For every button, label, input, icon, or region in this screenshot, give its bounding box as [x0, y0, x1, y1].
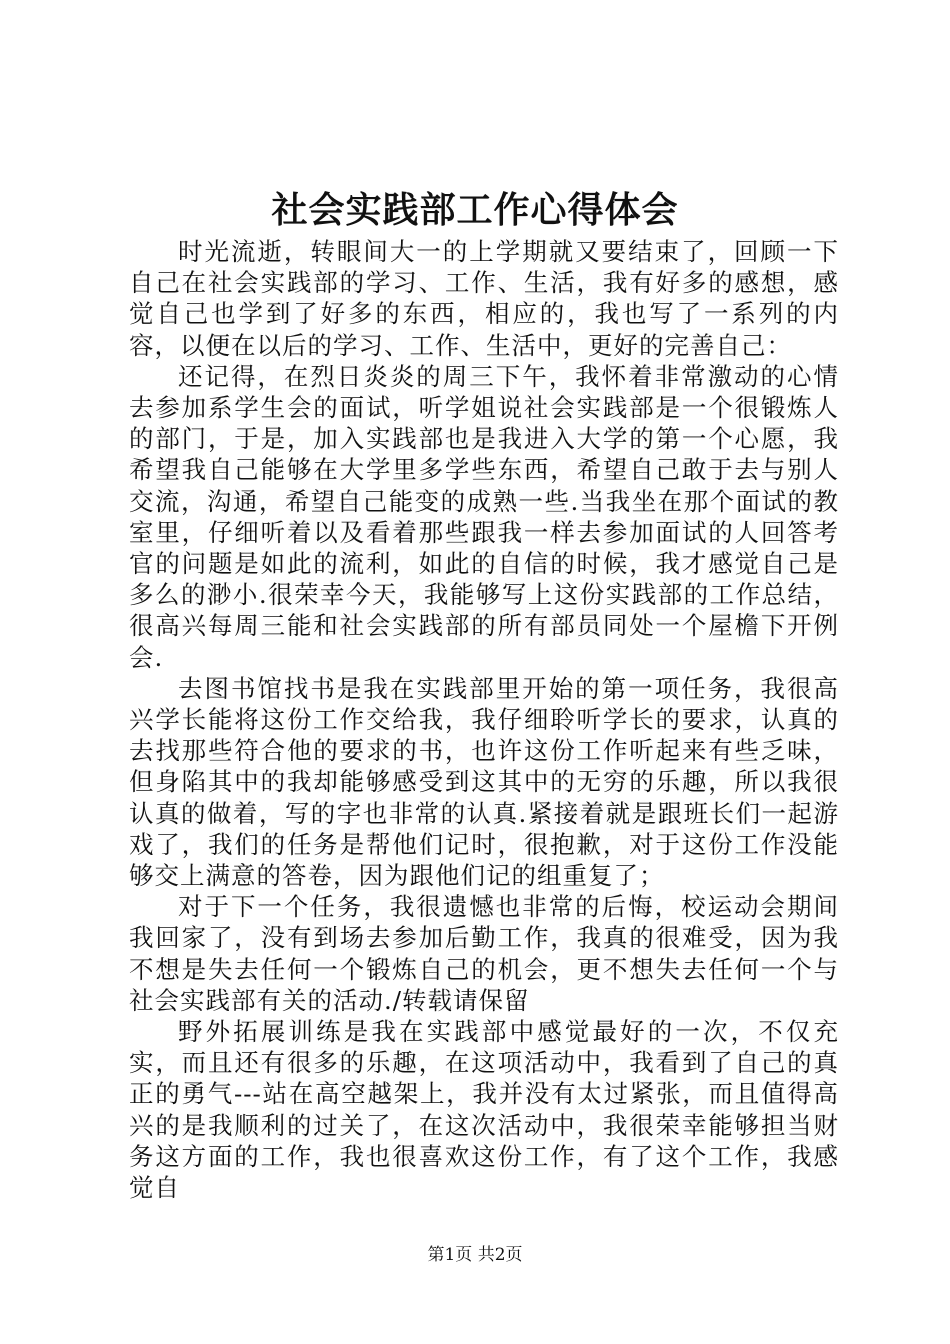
- paragraph: 还记得，在烈日炎炎的周三下午，我怀着非常激动的心情去参加系学生会的面试，听学姐说社会实践部是一个很锻炼人的部门，于是，加入实践部也是我进入大学的第一个心愿，我希望我自己能够在大学里多学些东西，希望自己敢于去与别人交流，沟通，希望自己能变的成熟一些.当我坐在那个面试的教室里，仔细听着以及看着那些跟我一样去参加面试的人回答考官的问题是如此的流利，如此的自信的时候，我才感觉自己是多么的渺小.很荣幸今天，我能够写上这份实践部的工作总结，很高兴每周三能和社会实践部的所有部员同处一个屋檐下开例会.: [129, 361, 839, 672]
- document-body: [129, 236, 839, 1203]
- paragraph: 去图书馆找书是我在实践部里开始的第一项任务，我很高兴学长能将这份工作交给我，我仔细聆听学长的要求，认真的去找那些符合他的要求的书，也许这份工作听起来有些乏味，但身陷其中的我却能够感受到这其中的无穷的乐趣，所以我很认真的做着，写的字也非常的认真.紧接着就是跟班长们一起游戏了，我们的任务是帮他们记时，很抱歉，对于这份工作没能够交上满意的答卷，因为跟他们记的组重复了；: [129, 673, 839, 891]
- paragraph: 野外拓展训练是我在实践部中感觉最好的一次，不仅充实，而且还有很多的乐趣，在这项活动中，我看到了自己的真正的勇气---站在高空越架上，我并没有太过紧张，而且值得高兴的是我顺利的过关了，在这次活动中，我很荣幸能够担当财务这方面的工作，我也很喜欢这份工作，有了这个工作，我感觉自: [129, 1017, 839, 1203]
- page-number-footer: 第1页 共2页: [427, 1245, 523, 1265]
- paragraph: 时光流逝，转眼间大一的上学期就又要结束了，回顾一下自己在社会实践部的学习、工作、生活，我有好多的感想，感觉自己也学到了好多的东西，相应的，我也写了一系列的内容，以便在以后的学习、工作、生活中，更好的完善自己：: [129, 237, 839, 360]
- paragraph: 对于下一个任务，我很遗憾也非常的后悔，校运动会期间我回家了，没有到场去参加后勤工作，我真的很难受，因为我不想是失去任何一个锻炼自己的机会，更不想失去任何一个与社会实践部有关的活动./转载请保留: [129, 892, 839, 1015]
- page-title: 社会实践部工作心得体会: [271, 189, 679, 231]
